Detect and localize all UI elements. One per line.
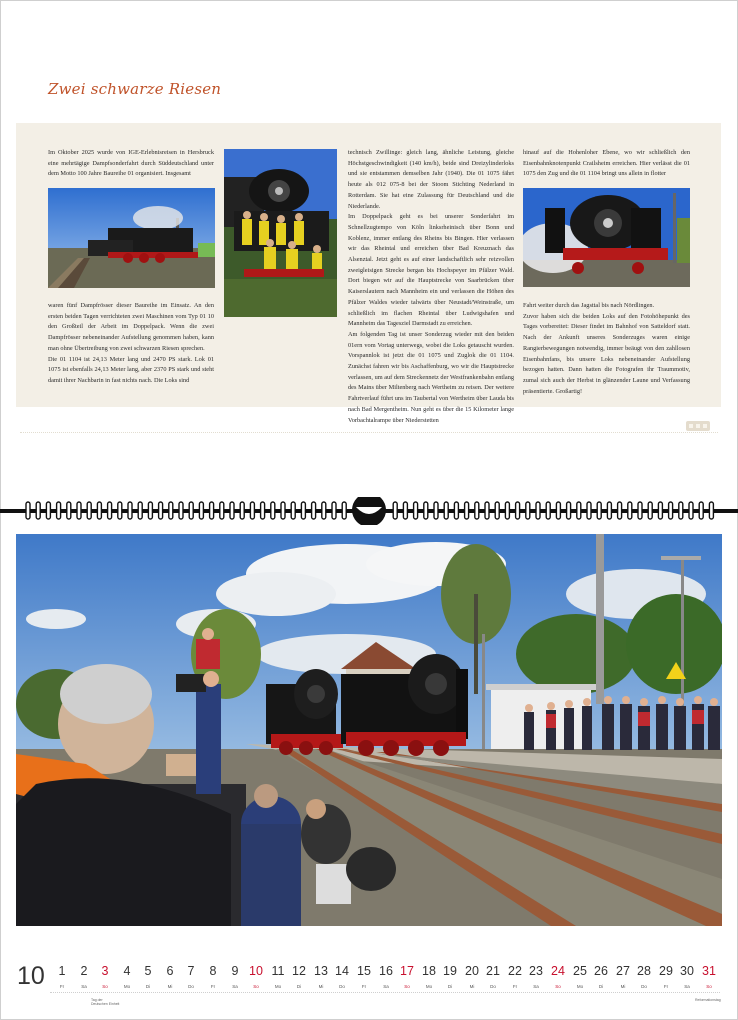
calendar-day-24: 24 [551,964,565,978]
calendar-weekday-7: Do [188,984,194,989]
calendar-day-8: 8 [209,964,217,978]
calendar-weekday-31: So [706,984,712,989]
calendar-day-2: 2 [80,964,88,978]
calendar-day-5: 5 [144,964,152,978]
calendar-day-20: 20 [465,964,479,978]
calendar-weekday-20: Mi [469,984,475,989]
calendar-weekday-25: Mo [576,984,584,989]
col3-bottom-text: Fahrt weiter durch das Jagsttal bis nach Nördlingen. Zuvor haben sich die beiden Loks auf den Fotohöhepunkt des Tages vorbereitet: Dieser findet im Bahnhof von Satteldorf statt. Nach der Ankunft unseres Sonderzuges waren einige Rangierbewegungen notwendig, immer beäugt von den zahllosen Eisenbahnfans, bis unsere Loks nebeneinander Aufstellung bezogen hatten. Dann hatten die Fotografen ihr Traummotiv, zumal sich auch der Herbst in glänzender Laune und Verfassung präsentierte. Großartig! [523,302,690,395]
calendar-day-22: 22 [508,964,522,978]
calendar-day-25: 25 [573,964,587,978]
calendar-weekday-23: Sa [533,984,539,989]
calendar-weekday-12: Di [296,984,302,989]
col3-top-text: hinauf auf die Hohenloher Ebene, wo wir schließlich den Eisenbahnknotenpunkt Crailsheim erreichen. Hier verlässt die 01 1075 den Zug und die 01 1104 bringt uns allein in flotter [523,149,690,178]
calendar-weekday-9: Sa [232,984,238,989]
calendar-day-19: 19 [443,964,457,978]
calendar-day-23: 23 [529,964,543,978]
calendar-weekday-21: Do [490,984,496,989]
calendar-weekday-17: So [404,984,410,989]
calendar-day-1: 1 [58,964,66,978]
calendar-day-30: 30 [680,964,694,978]
calendar-holiday-note-3: Tag der Deutschen Einheit [91,998,120,1006]
calendar-weekday-26: Di [598,984,604,989]
calendar-weekday-29: Fr [663,984,669,989]
calendar-weekday-30: Sa [684,984,690,989]
calendar-day-9: 9 [231,964,239,978]
calendar-divider [50,992,720,993]
col2-text: technisch Zwillinge: gleich lang, ähnliche Leistung, gleiche Höchstgeschwindigkeit (140 km/h), beide sind Dreizylinderloks und sie entstammen demselben Jahr (1940). Die 01 1075 fährt heute als 012 075-8 bei der Stoom Stichting Nederland in Rotterdam. Sie hat eine Zulassung für Deutschland und die Niederlande. Im Doppelpack geht es bei unserer Sonderfahrt im Schnellzugtempo von Köln linksrheinisch über Bonn und Koblenz, immer entlang des Rheins bis Bingen. Hier verlassen wir das Rheintal und erreichen über Bad Kreuznach das Alsenztal. Jetzt geht es auf einer landschaftlich sehr reizvollen zweigleisigen Strecke bergan bis Hochspeyer im Pfälzer Wald. Dort biegen wir auf die Hauptstrecke von Saarbrücken über Kaiserslautern nach Mannheim ein und verlassen die Höhen des Pfälzer Waldes wieder talwärts über Neustadt/Weinstraße, um schließlich im flachen Rheintal über Ludwigshafen und Mannheim das Tagesziel Darmstadt zu erreichen. Am folgenden Tag ist unser Sonderzug wieder mit den beiden 01ern vom Vortag unterwegs, wobei die Loks getauscht wurden. Vorspannlok ist jetzt die 01 1075 und Zuglok die 01 1104. Zunächst fahren wir bis Aschaffenburg, wo wir die Hauptstrecke verlassen, um auf dem Streckennetz der Westfrankenbahn entlang des Mains über Miltenberg nach Wertheim zu reisen. Der weitere Fahrtverlauf führt uns im Taubertal von Wertheim über Lauda bis nach Bad Mergentheim. Nun geht es über die 15 Kilometer lange Vorbachtalrampe über Niederstetten [348,149,514,424]
calendar-day-4: 4 [123,964,131,978]
calendar-weekday-24: So [555,984,561,989]
calendar-holiday-note-31: Reformationstag [695,998,721,1002]
calendar-weekday-28: Do [641,984,647,989]
main-photo-steam-locomotives-station [16,534,722,926]
photo-locomotive-crew [224,149,337,317]
calendar-day-14: 14 [335,964,349,978]
calendar-day-29: 29 [659,964,673,978]
calendar-weekday-14: Do [339,984,345,989]
calendar-day-31: 31 [702,964,716,978]
calendar-day-27: 27 [616,964,630,978]
calendar-day-28: 28 [637,964,651,978]
calendar-day-17: 17 [400,964,414,978]
divider-dotted [20,432,718,435]
col1-bottom-text: waren fünf Dampfrösser dieser Baureihe im Einsatz. An den ersten beiden Tagen verrichteten zwei Maschinen vom Typ 01 10 den Großteil der Arbeit im Doppelpack. Wenn die zwei Dampfrösser nebeneinander Aufstellung genommen haben, kann man ohne Übertreibung von zwei schwarzen Riesen sprechen. Die 01 1104 ist 24,13 Meter lang und 2470 PS stark. Lok 01 1075 ist ebenfalls 24,13 Meter lang, aber 2370 PS stark und steht damit ihrer Nachbarin in fast nichts nach. Die Loks sind [48,302,214,384]
calendar-day-15: 15 [357,964,371,978]
calendar-day-18: 18 [422,964,436,978]
calendar-day-21: 21 [486,964,500,978]
calendar-weekday-27: Mi [620,984,626,989]
spiral-binding [0,497,738,525]
calendar-day-11: 11 [271,964,285,978]
calendar-weekday-8: Fr [210,984,216,989]
calendar-weekday-16: Sa [383,984,389,989]
calendar-weekday-19: Di [447,984,453,989]
calendar-weekday-2: Sa [81,984,87,989]
calendar-weekday-15: Fr [361,984,367,989]
article-text-panel [16,123,721,424]
col1-top-text: Im Oktober 2025 wurde von IGE-Erlebnisreisen in Hersbruck eine mehrtägige Dampfsonderfahrt durch Süddeutschland unter dem Motto 100 Jahre Baureihe 01 organisiert. Insgesamt [48,149,214,178]
calendar-weekday-10: So [253,984,259,989]
calendar-weekday-22: Fr [512,984,518,989]
calendar-day-10: 10 [249,964,263,978]
publisher-logo [686,419,712,436]
calendar-weekday-4: Mo [123,984,131,989]
calendar-weekday-11: Mo [274,984,282,989]
article-title: Zwei schwarze Riesen [48,80,222,98]
calendar-day-12: 12 [292,964,306,978]
calendar-weekday-13: Mi [318,984,324,989]
calendar-day-16: 16 [379,964,393,978]
calendar-day-13: 13 [314,964,328,978]
calendar-weekday-18: Mo [425,984,433,989]
calendar-day-7: 7 [187,964,195,978]
photo-locomotive-steam [523,188,690,287]
calendar-weekday-3: So [102,984,108,989]
calendar-day-26: 26 [594,964,608,978]
calendar-weekday-1: Fr [59,984,65,989]
photo-steam-train-tracks [48,188,215,288]
calendar-day-3: 3 [101,964,109,978]
calendar-day-6: 6 [166,964,174,978]
calendar-weekday-5: Di [145,984,151,989]
calendar-weekday-6: Mi [167,984,173,989]
calendar-month-number: 10 [17,962,45,990]
